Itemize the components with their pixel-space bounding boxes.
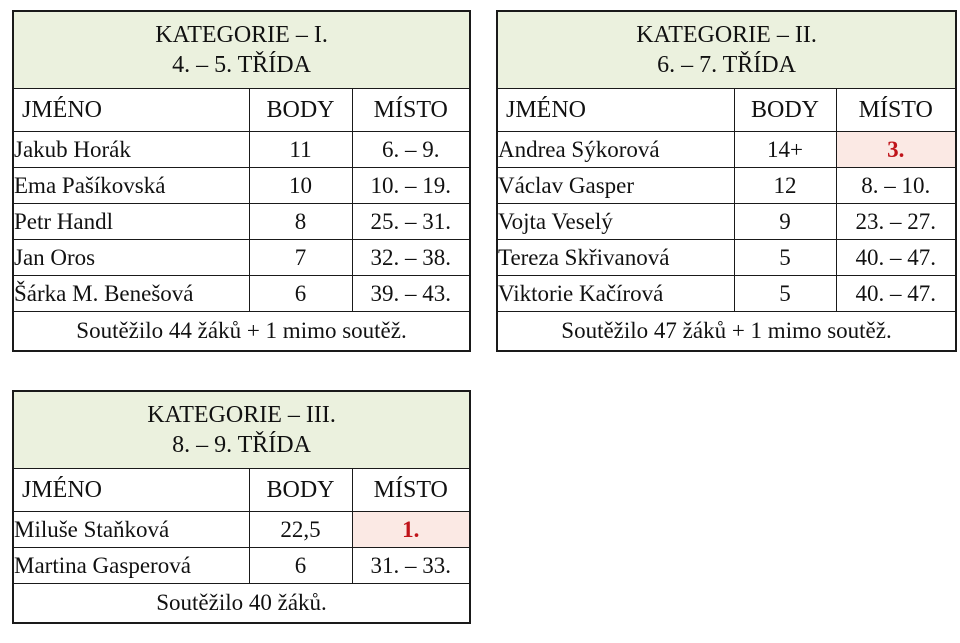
student-place: 6. – 9. <box>352 132 470 168</box>
header-points: BODY <box>249 89 352 132</box>
student-name: Jakub Horák <box>13 132 249 168</box>
student-points: 9 <box>734 204 836 240</box>
table-row <box>13 132 470 168</box>
student-place: 39. – 43. <box>352 276 470 312</box>
table-row <box>13 512 470 548</box>
table-row <box>497 132 956 168</box>
student-points: 14+ <box>734 132 836 168</box>
category-3-title <box>13 391 470 469</box>
category-1-title <box>13 11 470 89</box>
participants-note: Soutěžilo 47 žáků + 1 mimo soutěž. <box>497 312 956 352</box>
category-title: KATEGORIE – II. <box>636 22 817 48</box>
student-place: 40. – 47. <box>836 240 956 276</box>
table-row <box>13 168 470 204</box>
table-row <box>497 168 956 204</box>
header-name: JMÉNO <box>13 469 249 512</box>
student-name: Petr Handl <box>13 204 249 240</box>
student-points: 8 <box>249 204 352 240</box>
table-row <box>13 240 470 276</box>
student-place: 31. – 33. <box>352 548 470 584</box>
header-name: JMÉNO <box>497 89 734 132</box>
student-points: 7 <box>249 240 352 276</box>
participants-note: Soutěžilo 44 žáků + 1 mimo soutěž. <box>13 312 470 352</box>
student-name: Vojta Veselý <box>497 204 734 240</box>
student-name: Miluše Staňková <box>13 512 249 548</box>
student-points: 22,5 <box>249 512 352 548</box>
student-place: 8. – 10. <box>836 168 956 204</box>
category-grade: 4. – 5. TŘÍDA <box>172 52 311 78</box>
student-points: 6 <box>249 548 352 584</box>
student-points: 6 <box>249 276 352 312</box>
student-points: 5 <box>734 276 836 312</box>
category-2-title <box>497 11 956 89</box>
student-place: 40. – 47. <box>836 276 956 312</box>
student-place-highlighted: 1. <box>352 512 470 548</box>
student-name: Viktorie Kačírová <box>497 276 734 312</box>
table-row <box>13 548 470 584</box>
header-place: MÍSTO <box>352 469 470 512</box>
header-place: MÍSTO <box>352 89 470 132</box>
category-2-table <box>496 10 957 352</box>
student-name: Martina Gasperová <box>13 548 249 584</box>
student-points: 5 <box>734 240 836 276</box>
category-3-table <box>12 390 471 624</box>
header-place: MÍSTO <box>836 89 956 132</box>
participants-note: Soutěžilo 40 žáků. <box>13 584 470 624</box>
student-name: Václav Gasper <box>497 168 734 204</box>
student-name: Ema Pašíkovská <box>13 168 249 204</box>
student-name: Šárka M. Benešová <box>13 276 249 312</box>
student-place: 23. – 27. <box>836 204 956 240</box>
student-points: 10 <box>249 168 352 204</box>
header-name: JMÉNO <box>13 89 249 132</box>
category-grade: 8. – 9. TŘÍDA <box>172 432 311 458</box>
table-row <box>497 204 956 240</box>
student-place: 10. – 19. <box>352 168 470 204</box>
table-row <box>13 204 470 240</box>
category-title: KATEGORIE – I. <box>155 22 328 48</box>
category-title: KATEGORIE – III. <box>147 402 336 428</box>
table-row <box>13 276 470 312</box>
header-points: BODY <box>734 89 836 132</box>
header-points: BODY <box>249 469 352 512</box>
category-1-table <box>12 10 471 352</box>
student-name: Andrea Sýkorová <box>497 132 734 168</box>
student-name: Tereza Skřivanová <box>497 240 734 276</box>
student-place: 32. – 38. <box>352 240 470 276</box>
category-grade: 6. – 7. TŘÍDA <box>657 52 796 78</box>
student-name: Jan Oros <box>13 240 249 276</box>
student-place: 25. – 31. <box>352 204 470 240</box>
table-row <box>497 240 956 276</box>
student-place-highlighted: 3. <box>836 132 956 168</box>
table-row <box>497 276 956 312</box>
student-points: 11 <box>249 132 352 168</box>
student-points: 12 <box>734 168 836 204</box>
